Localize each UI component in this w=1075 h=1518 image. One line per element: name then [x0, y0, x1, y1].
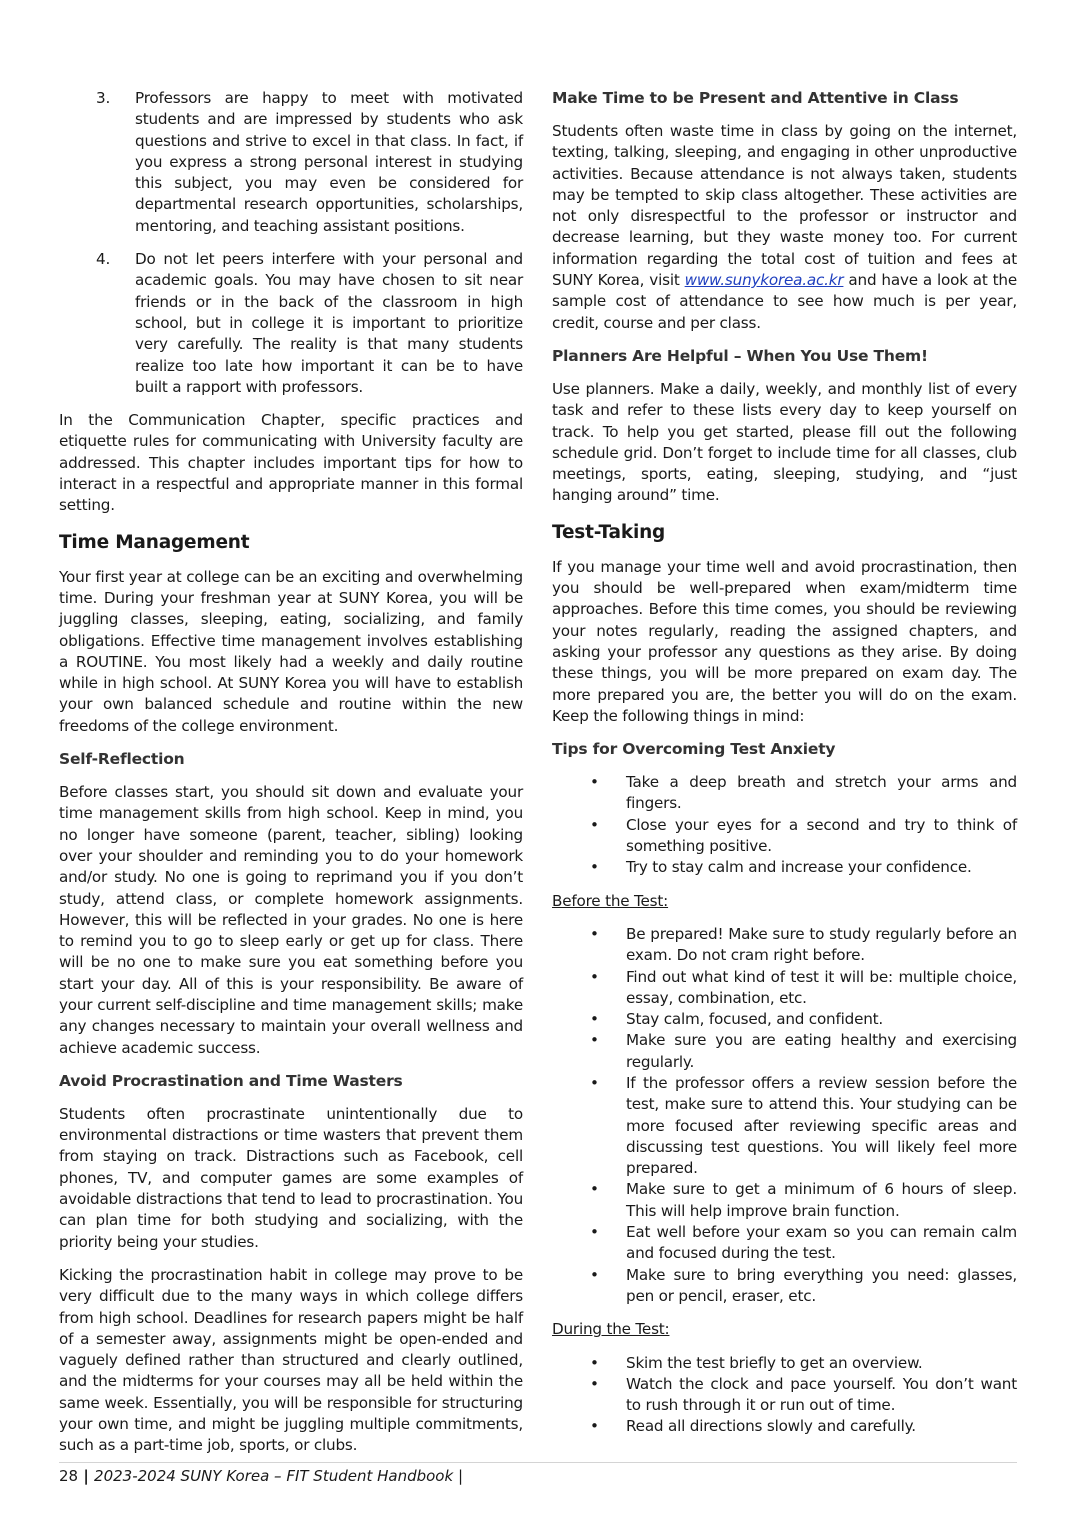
list-item: [552, 1073, 1017, 1179]
left-column: [59, 88, 523, 1469]
during-test-heading: During the Test:: [552, 1320, 670, 1339]
list-item: [552, 1009, 1017, 1030]
footer-title: 2023-2024 SUNY Korea – FIT Student Handbook: [94, 1467, 454, 1485]
self-reflection-heading: Self-Reflection: [59, 750, 185, 769]
page-number: 28: [59, 1467, 79, 1485]
bullet-icon: •: [590, 1374, 599, 1393]
list-item: [552, 1265, 1017, 1308]
list-text: Close your eyes for a second and try to think of something positive.: [626, 815, 1017, 856]
present-text-a: Students often waste time in class by going on the internet, texting, talking, sleeping, and engaging in other unproductive activities. Because attendance is not always taken, students may be tempted to skip class altogether. These activities are not only disrespectful to the professor or instructor and decrease learning, but they waste money too. For current information regarding the total cost of tuition and fees at SUNY Korea, visit: [552, 122, 1017, 290]
list-item: [552, 1416, 1017, 1437]
list-text: Make sure you are eating healthy and exercising regularly.: [626, 1031, 1017, 1071]
list-item: [552, 815, 1017, 858]
page-footer: [59, 1462, 1017, 1485]
list-text: Do not let peers interfere with your personal and academic goals. You may have chosen to sit near friends or in the back of the classroom in high school, but in college it is important to prioritize very carefully. The reality is that many students realize too late how important it can be to have built a rapport with professors.: [135, 250, 523, 396]
before-test-list: [552, 924, 1017, 1307]
bullet-icon: •: [590, 1417, 599, 1436]
bullet-icon: •: [590, 1223, 599, 1242]
planners-heading: Planners Are Helpful – When You Use Them!: [552, 346, 928, 365]
time-management-heading: Time Management: [59, 531, 250, 553]
list-text: Read all directions slowly and carefully.: [626, 1417, 916, 1436]
before-test-heading: Before the Test:: [552, 891, 669, 910]
bullet-icon: •: [590, 858, 599, 877]
list-item: [552, 1222, 1017, 1265]
bullet-icon: •: [590, 1010, 599, 1029]
list-item: [552, 857, 1017, 878]
planners-paragraph: Use planners. Make a daily, weekly, and monthly list of every task and refer to these lists every day to keep yourself on track. To help you get started, please fill out the following schedule grid. Don’t forget to include time for all classes, club meetings, sports, eating, sleeping, studying, and “just hanging around” time.: [552, 379, 1017, 505]
test-taking-heading: Test-Taking: [552, 521, 666, 543]
present-heading: Make Time to be Present and Attentive in Class: [552, 89, 959, 107]
list-text: Watch the clock and pace yourself. You don’t want to rush through it or run out of time.: [626, 1374, 1017, 1415]
procrastination-paragraph-1: Students often procrastinate unintentionally due to environmental distractions or time wasters that prevent them from staying on track. Distractions such as Facebook, cell phones, TV, and computer games are some examples of avoidable distractions that tend to lead to procrastination. You can plan time for both studying and socializing, with the priority being your studies.: [59, 1104, 523, 1251]
footer-separator: |: [78, 1467, 95, 1485]
tips-heading: Tips for Overcoming Test Anxiety: [552, 740, 836, 759]
list-text: Make sure to get a minimum of 6 hours of sleep. This will help improve brain function.: [626, 1180, 1017, 1220]
list-item: [59, 88, 523, 237]
list-item: [552, 924, 1017, 967]
bullet-icon: •: [590, 924, 599, 943]
present-paragraph: [552, 121, 1017, 334]
bullet-icon: •: [590, 1073, 599, 1092]
test-taking-paragraph: If you manage your time well and avoid procrastination, then you should be well-prepared when exam/midterm time approaches. Before this time comes, you should be reviewing your notes regularly, reading the assigned chapters, and asking your professor any questions as they arise. By doing these things, you will be more prepared on exam day. The more prepared you are, the better you will do on the exam. Keep the following things in mind:: [552, 557, 1017, 725]
list-text: Make sure to bring everything you need: glasses, pen or pencil, eraser, etc.: [626, 1265, 1017, 1305]
list-text: If the professor offers a review session before the test, make sure to attend this. Your studying can be more focused after reviewing specific areas and discussing test questions. You will likely feel more prepared.: [626, 1073, 1017, 1178]
list-item: [59, 249, 523, 398]
present-text-b: and have a look at the sample cost of attendance to see how much is per year, credit, course and per class.: [552, 271, 1017, 332]
right-column: [552, 88, 1017, 1450]
bullet-icon: •: [590, 1180, 599, 1199]
bullet-icon: •: [590, 1353, 599, 1372]
sunykorea-link[interactable]: www.sunykorea.ac.kr: [684, 271, 844, 290]
procrastination-heading: Avoid Procrastination and Time Wasters: [59, 1071, 403, 1090]
list-number: 3.: [96, 89, 111, 107]
during-test-list: [552, 1353, 1017, 1438]
list-item: [552, 1374, 1017, 1417]
list-item: [552, 1030, 1017, 1073]
list-item: [552, 772, 1017, 815]
bullet-icon: •: [590, 773, 599, 792]
list-item: [552, 1353, 1017, 1374]
bullet-icon: •: [590, 1031, 599, 1050]
tips-list: [552, 772, 1017, 878]
list-text: Eat well before your exam so you can remain calm and focused during the test.: [626, 1223, 1017, 1263]
list-text: Find out what kind of test it will be: multiple choice, essay, combination, etc.: [626, 967, 1017, 1007]
bullet-icon: •: [590, 1265, 599, 1284]
bullet-icon: •: [590, 815, 599, 834]
footer-separator: |: [453, 1467, 464, 1485]
list-item: [552, 967, 1017, 1010]
self-reflection-paragraph: Before classes start, you should sit down and evaluate your time management skills from high school. Keep in mind, you no longer have someone (parent, teacher, sibling) looking over your shoulder and reminding you to do your homework and/or study. No one is going to reprimand you if you don’t study, attend class, or complete homework assignments. However, this will be reflected in your grades. No one is here to remind you to go to sleep early or get up for class. There will be no one to make sure you eat something before you start your day. All of this is your responsibility. Be aware of your current self-discipline and time management skills; make any changes necessary to maintain your overall wellness and achieve academic success.: [59, 783, 523, 1057]
communication-paragraph: In the Communication Chapter, specific practices and etiquette rules for communicating with University faculty are addressed. This chapter includes important tips for how to interact in a respectful and appropriate manner in this formal setting.: [59, 411, 523, 515]
list-text: Professors are happy to meet with motivated students and are impressed by students who ask questions and strive to excel in that class. In fact, if you express a strong personal interest in studying this subject, you may even be considered for departmental research opportunities, scholarships, mentoring, and teaching assistant positions.: [135, 89, 523, 235]
list-number: 4.: [96, 250, 111, 269]
numbered-list: [59, 88, 523, 398]
bullet-icon: •: [590, 967, 599, 986]
list-text: Be prepared! Make sure to study regularly before an exam. Do not cram right before.: [626, 924, 1017, 965]
list-item: [552, 1179, 1017, 1222]
list-text: Take a deep breath and stretch your arms and fingers.: [626, 773, 1017, 813]
time-management-paragraph: Your first year at college can be an exciting and overwhelming time. During your freshman year at SUNY Korea, you will be juggling classes, sleeping, eating, socializing, and family obligations. Effective time management involves establishing a ROUTINE. You most likely had a weekly and daily routine while in high school. At SUNY Korea you will have to establish your own balanced schedule and routine within the new freedoms of the college environment.: [59, 567, 523, 735]
list-text: Try to stay calm and increase your confidence.: [626, 858, 972, 877]
list-text: Stay calm, focused, and confident.: [626, 1010, 884, 1029]
list-text: Skim the test briefly to get an overview.: [626, 1353, 923, 1372]
procrastination-paragraph-2: Kicking the procrastination habit in college may prove to be very difficult due to the many ways in which college differs from high school. Deadlines for research papers might be half of a semester away, assignments might be open-ended and vaguely defined rather than structured and clearly outlined, and the midterms for your courses may all be held within the same week. Essentially, you will be responsible for structuring your own time, and might be juggling multiple commitments, such as a part-time job, sports, or clubs.: [59, 1265, 523, 1455]
